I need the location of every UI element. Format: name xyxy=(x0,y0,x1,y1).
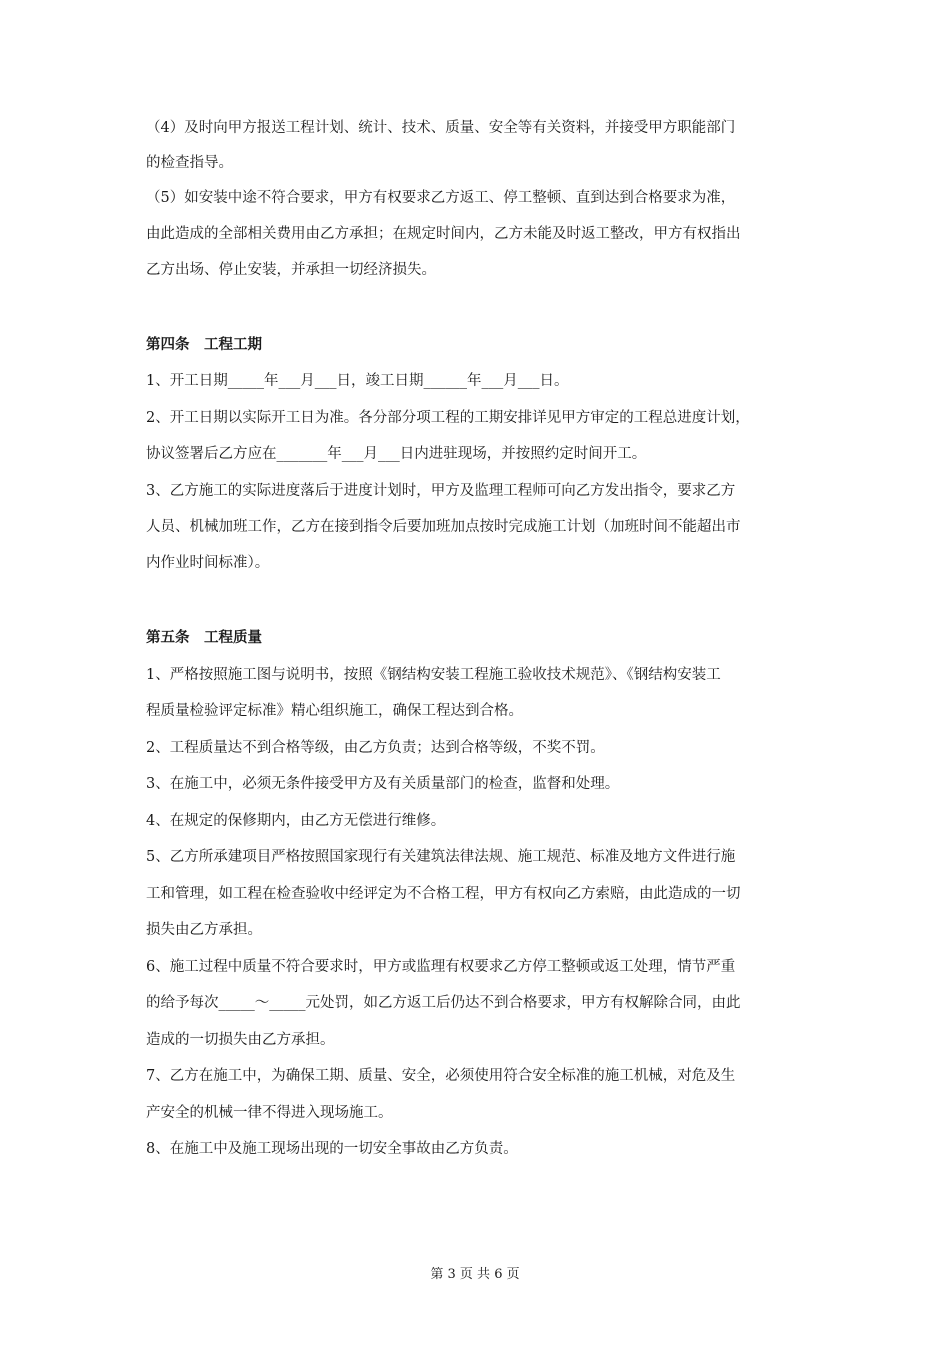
section-heading: 第四条 工程工期 xyxy=(146,337,262,353)
paragraph-line: （4）及时向甲方报送工程计划、统计、技术、质量、安全等有关资料，并接受甲方职能部门 xyxy=(146,120,736,136)
paragraph-line: 3、乙方施工的实际进度落后于进度计划时，甲方及监理工程师可向乙方发出指令，要求乙方 xyxy=(146,483,736,499)
paragraph-line: 5、乙方所承建项目严格按照国家现行有关建筑法律法规、施工规范、标准及地方文件进行施 xyxy=(146,849,736,865)
paragraph-line: 2、开工日期以实际开工日为准。各分部分项工程的工期安排详见甲方审定的工程总进度计划， xyxy=(146,410,750,426)
section-heading: 第五条 工程质量 xyxy=(146,630,262,646)
paragraph-line: 协议签署后乙方应在_______年___月___日内进驻现场，并按照约定时间开工。 xyxy=(146,446,647,462)
paragraph-line: 人员、机械加班工作，乙方在接到指令后要加班加点按时完成施工计划（加班时间不能超出市 xyxy=(146,519,741,535)
paragraph-line: 程质量检验评定标准》精心组织施工，确保工程达到合格。 xyxy=(146,703,523,719)
paragraph-line: 2、工程质量达不到合格等级，由乙方负责；达到合格等级，不奖不罚。 xyxy=(146,740,605,756)
paragraph-line: 造成的一切损失由乙方承担。 xyxy=(146,1032,335,1048)
paragraph-line: 6、施工过程中质量不符合要求时，甲方或监理有权要求乙方停工整顿或返工处理，情节严重 xyxy=(146,959,736,975)
paragraph-line: 1、严格按照施工图与说明书，按照《钢结构安装工程施工验收技术规范》、《钢结构安装工 xyxy=(146,667,721,683)
paragraph-line: 8、在施工中及施工现场出现的一切安全事故由乙方负责。 xyxy=(146,1141,518,1157)
paragraph-line: 4、在规定的保修期内，由乙方无偿进行维修。 xyxy=(146,813,446,829)
paragraph-line: 工和管理，如工程在检查验收中经评定为不合格工程，甲方有权向乙方索赔，由此造成的一切 xyxy=(146,886,741,902)
paragraph-line: 损失由乙方承担。 xyxy=(146,922,262,938)
paragraph-line: 乙方出场、停止安装，并承担一切经济损失。 xyxy=(146,262,436,278)
paragraph-line: 的给予每次_____～_____元处罚，如乙方返工后仍达不到合格要求，甲方有权解除合同，由此 xyxy=(146,995,741,1011)
paragraph-line: 7、乙方在施工中，为确保工期、质量、安全，必须使用符合安全标准的施工机械，对危及生 xyxy=(146,1068,736,1084)
paragraph-line: （5）如安装中途不符合要求，甲方有权要求乙方返工、停工整顿、直到达到合格要求为准， xyxy=(146,190,736,206)
paragraph-line: 的检查指导。 xyxy=(146,155,233,171)
paragraph-line: 内作业时间标准）。 xyxy=(146,555,270,571)
paragraph-line: 由此造成的全部相关费用由乙方承担；在规定时间内，乙方未能及时返工整改，甲方有权指出 xyxy=(146,226,741,242)
paragraph-line: 1、开工日期_____年___月___日，竣工日期______年___月___日。 xyxy=(146,373,569,389)
paragraph-line: 3、在施工中，必须无条件接受甲方及有关质量部门的检查，监督和处理。 xyxy=(146,776,620,792)
page-number-footer: 第 3 页 共 6 页 xyxy=(430,1267,520,1282)
paragraph-line: 产安全的机械一律不得进入现场施工。 xyxy=(146,1105,393,1121)
